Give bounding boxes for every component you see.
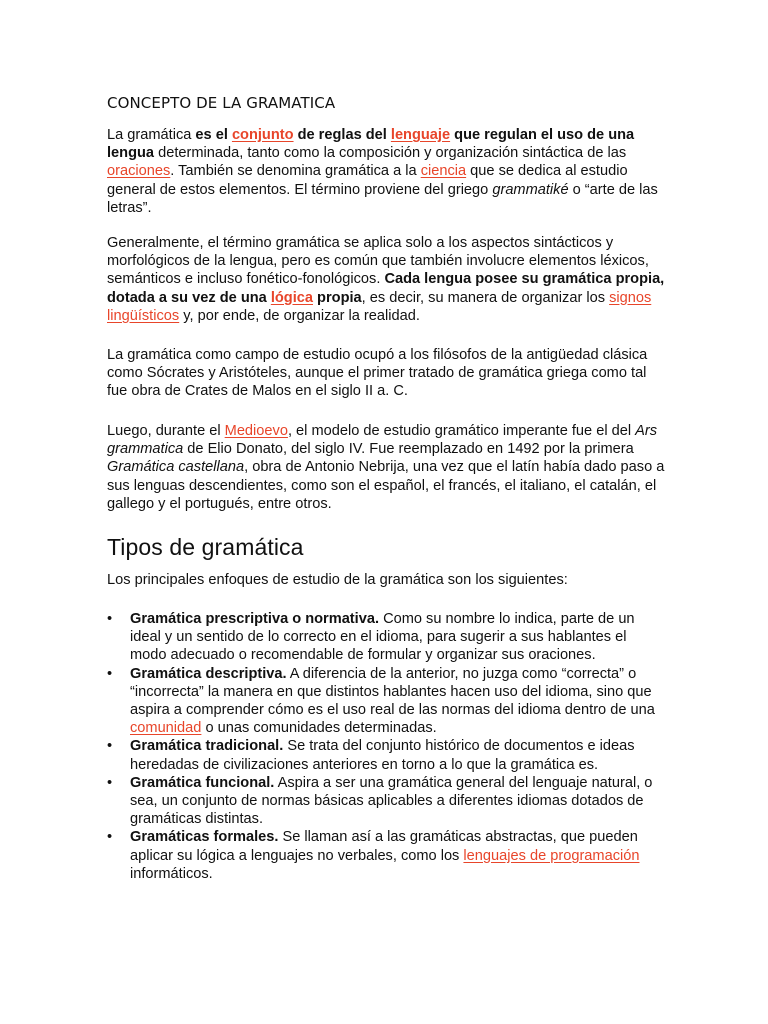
section-intro	[107, 571, 667, 589]
text: , obra de Antonio Nebrija, una vez que el latín había dado paso a sus lenguas descendientes, como son el español, el francés, el italiano, el catalán, el gallego y el portugués, entre otros.	[107, 459, 665, 512]
text: Se trata del conjunto histórico de documentos e ideas heredadas de civilizaciones anteriores en torno a lo que la gramática es.	[130, 738, 635, 773]
text: La gramática	[107, 127, 196, 143]
bold-text: que regulan el uso de una lengua	[107, 127, 635, 162]
list-item	[107, 828, 667, 883]
list-item	[107, 610, 667, 665]
text: Generalmente, el término gramática se aplica solo a los aspectos sintácticos y morfológicos de la lengua, pero es común que también involucre elementos léxicos, semánticos e incluso fonético-fonológicos.	[107, 235, 649, 288]
link-comunidad[interactable]: comunidad	[130, 720, 202, 737]
link-logica[interactable]: lógica	[270, 289, 313, 306]
bold-text: Gramática descriptiva.	[130, 665, 287, 682]
link-conjunto[interactable]: conjunto	[231, 127, 294, 143]
italic-text: grammatiké	[492, 181, 569, 198]
text: de Elio Donato, del siglo IV. Fue reemplazado en 1492 por la primera	[183, 441, 634, 458]
bullet-icon: •	[107, 611, 113, 627]
bullet-icon: •	[107, 829, 113, 846]
list-item	[107, 665, 667, 738]
bullet-icon: •	[107, 738, 113, 755]
text: , el modelo de estudio gramático imperante fue el del	[287, 423, 636, 439]
text: La gramática como campo de estudio ocupó a los filósofos de la antigüedad clásica como Sócrates y Aristóteles, aunque el primer tratado de gramática griega como tal fue obra de Crates de Malos en el siglo II a. C.	[107, 347, 648, 400]
italic-text: Ars grammatica	[107, 423, 658, 458]
paragraph-definition	[107, 126, 667, 217]
grammar-types-list	[107, 610, 667, 883]
list-item	[107, 774, 667, 829]
text: . También se denomina gramática a la	[170, 163, 421, 180]
bullet-icon: •	[107, 665, 113, 682]
text: Aspira a ser una gramática general del lenguaje natural, o sea, un conjunto de normas básicas aplicables a diferentes idiomas dotados de gramáticas distintas.	[130, 774, 653, 828]
bold-text: Gramáticas formales.	[130, 829, 279, 846]
text: , es decir, su manera de organizar los	[361, 289, 610, 306]
bold-text: Cada lengua posee su gramática propia, dotada a su vez de una	[107, 271, 665, 306]
document-title: CONCEPTO DE LA GRAMATICA	[107, 94, 336, 112]
bold-text: Gramática funcional.	[130, 774, 275, 791]
text: Como su nombre lo indica, parte de un ideal y un sentido de lo correcto en el idioma, para sugerir a sus hablantes el modo adecuado o recomendable de formular y organizar sus oraciones.	[130, 611, 635, 664]
link-oraciones[interactable]: oraciones	[107, 163, 171, 180]
text: y, por ende, de organizar la realidad.	[179, 307, 420, 324]
paragraph-medioevo	[107, 422, 667, 513]
link-signos-linguisticos[interactable]: signos lingüísticos	[107, 289, 652, 324]
paragraph-history	[107, 346, 667, 401]
list-item	[107, 737, 667, 773]
bold-text: propia	[313, 289, 362, 306]
text: informáticos.	[130, 865, 213, 882]
section-heading: Tipos de gramática	[107, 534, 304, 560]
link-lenguaje[interactable]: lenguaje	[390, 127, 451, 143]
italic-text: Gramática castellana	[107, 459, 245, 476]
text: determinada, tanto como la composición y organización sintáctica de las	[154, 145, 627, 162]
text: o “arte de las letras”.	[107, 181, 658, 216]
bold-text: de reglas del	[293, 127, 391, 143]
text: Se llaman así a las gramáticas abstractas, que pueden aplicar su lógica a lenguajes no verbales, como los	[130, 829, 638, 864]
link-ciencia[interactable]: ciencia	[420, 163, 467, 180]
paragraph-general	[107, 234, 667, 325]
text: o unas comunidades determinadas.	[201, 720, 437, 737]
text: que se dedica al estudio general de estos elementos. El término proviene del griego	[107, 163, 628, 198]
bold-text: Gramática tradicional.	[130, 738, 284, 755]
bold-text: es el	[195, 127, 232, 143]
text: A diferencia de la anterior, no juzga como “correcta” o “incorrecta” la manera en que distintos hablantes hacen uso del idioma, sino que aspira a comprender cómo es el uso real de las normas del idioma dentro de una	[130, 665, 655, 719]
link-medioevo[interactable]: Medioevo	[224, 423, 288, 439]
bullet-icon: •	[107, 774, 113, 791]
text: Luego, durante el	[107, 423, 225, 439]
text: Los principales enfoques de estudio de la gramática son los siguientes:	[107, 572, 568, 588]
bold-text: Gramática prescriptiva o normativa.	[130, 611, 380, 627]
link-lenguajes-de-programacion[interactable]: lenguajes de programación	[463, 847, 640, 864]
